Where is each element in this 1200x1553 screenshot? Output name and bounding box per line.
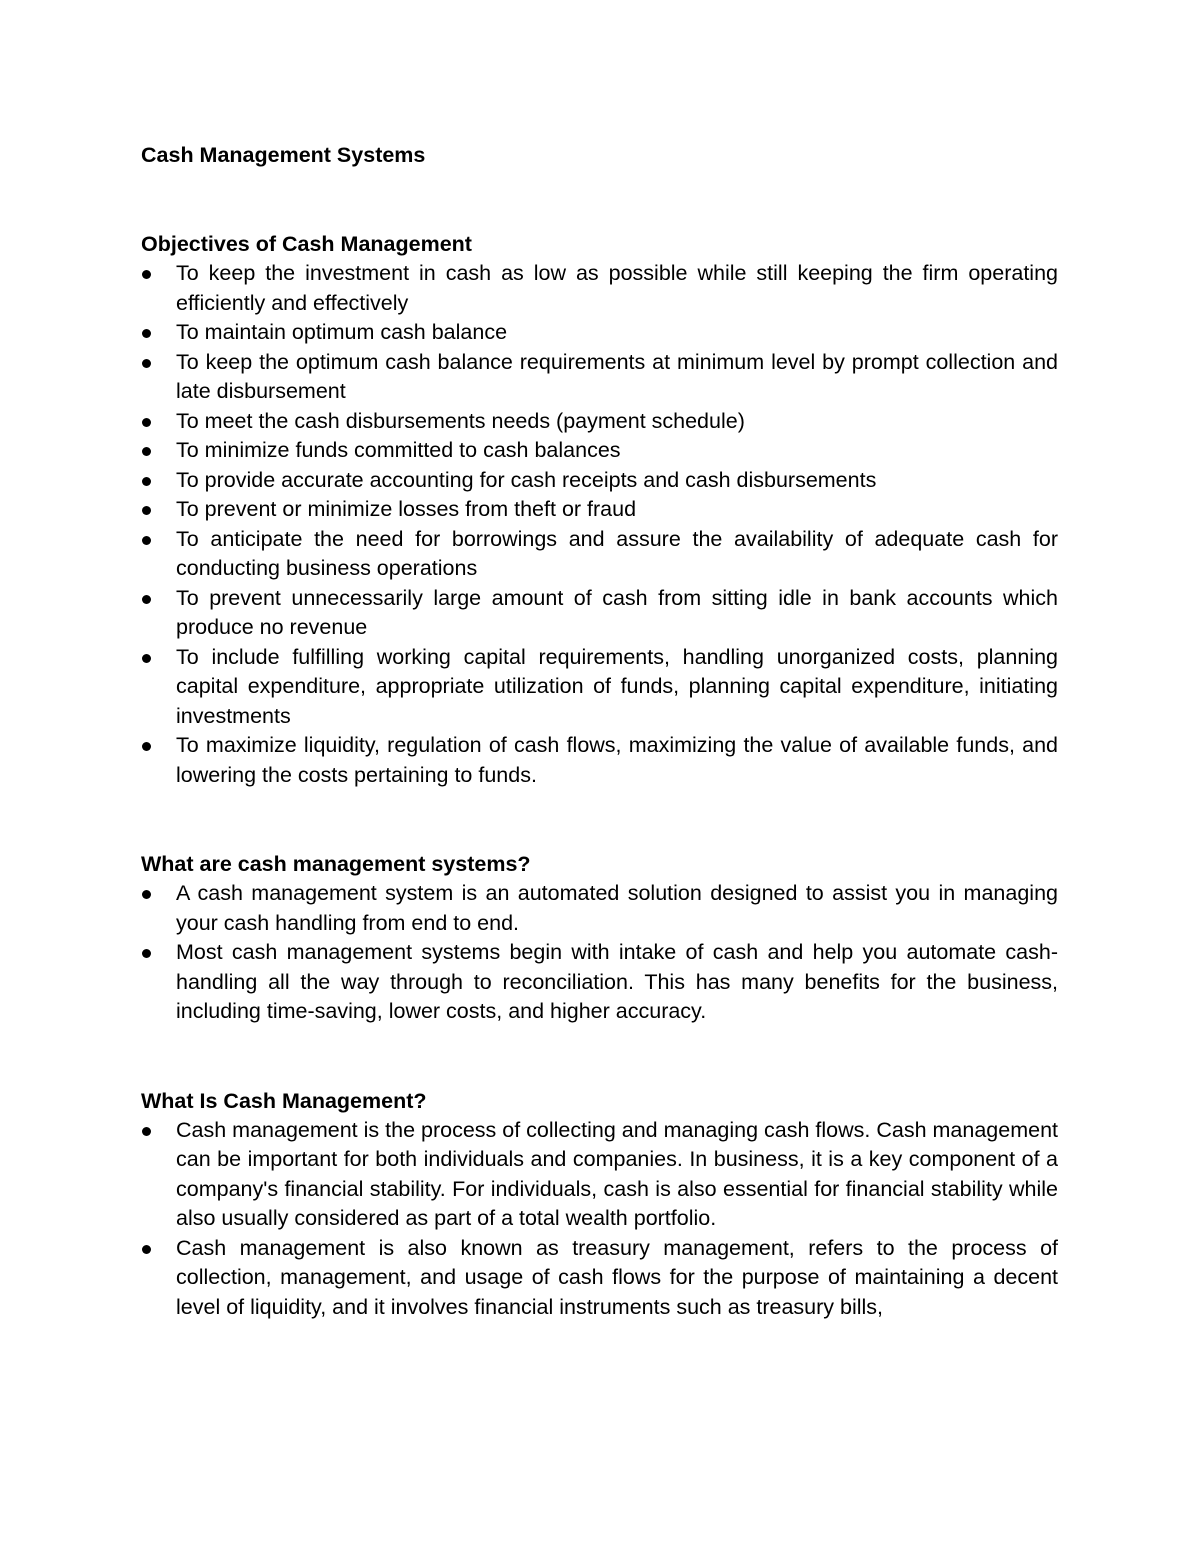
bullet-icon xyxy=(142,536,151,545)
bullet-icon xyxy=(142,949,151,958)
list-item-text: Most cash management systems begin with intake of cash and help you automate cash-handling all the way through to reconciliation. This has many benefits for the business, including time-saving, lower costs, and higher accuracy. xyxy=(176,940,1058,1023)
list-item-text: To prevent or minimize losses from theft or fraud xyxy=(176,497,637,521)
list-item-text: To meet the cash disbursements needs (payment schedule) xyxy=(176,408,745,433)
list-item xyxy=(141,466,1058,496)
list-item xyxy=(141,407,1058,437)
bullet-icon xyxy=(142,742,151,751)
list-item xyxy=(141,643,1058,732)
document-title: Cash Management Systems xyxy=(141,143,426,167)
section-heading-cms: What are cash management systems? xyxy=(141,852,531,876)
list-item xyxy=(141,731,1058,790)
list-item-text: To prevent unnecessarily large amount of cash from sitting idle in bank accounts which produce no revenue xyxy=(176,585,1058,639)
list-item-text: To maximize liquidity, regulation of cash flows, maximizing the value of available funds, and lowering the costs pertaining to funds. xyxy=(176,733,1058,787)
list-item-text: Cash management is also known as treasury management, refers to the process of collection, management, and usage of cash flows for the purpose of maintaining a decent level of liquidity, and it involves financial instruments such as treasury bills, xyxy=(176,1235,1058,1319)
bullet-icon xyxy=(142,595,151,604)
list-item xyxy=(141,1116,1058,1234)
list-item xyxy=(141,495,1058,525)
cms-list xyxy=(141,879,1058,1027)
bullet-icon xyxy=(142,418,151,427)
what-is-list xyxy=(141,1116,1058,1323)
objectives-list xyxy=(141,259,1058,790)
bullet-icon xyxy=(142,506,151,515)
list-item xyxy=(141,318,1058,348)
list-item-text: A cash management system is an automated solution designed to assist you in managing your cash handling from end to end. xyxy=(176,881,1058,935)
list-item xyxy=(141,584,1058,643)
list-item xyxy=(141,879,1058,938)
list-item xyxy=(141,938,1058,1027)
list-item xyxy=(141,1234,1058,1323)
bullet-icon xyxy=(142,329,151,338)
list-item xyxy=(141,525,1058,584)
list-item xyxy=(141,259,1058,318)
bullet-icon xyxy=(142,1127,151,1136)
bullet-icon xyxy=(142,654,151,663)
list-item-text: To anticipate the need for borrowings and assure the availability of adequate cash for conducting business operations xyxy=(176,526,1058,580)
list-item-text: To minimize funds committed to cash balances xyxy=(176,438,621,462)
section-heading-objectives: Objectives of Cash Management xyxy=(141,232,472,256)
section-heading-what-is: What Is Cash Management? xyxy=(141,1088,427,1113)
list-item xyxy=(141,348,1058,407)
list-item-text: To keep the optimum cash balance requirements at minimum level by prompt collection and late disbursement xyxy=(176,349,1058,403)
list-item-text: To maintain optimum cash balance xyxy=(176,320,508,344)
bullet-icon xyxy=(142,890,151,899)
bullet-icon xyxy=(142,359,151,368)
list-item-text: To keep the investment in cash as low as possible while still keeping the firm operating efficiently and effectively xyxy=(176,261,1058,315)
list-item-text: Cash management is the process of collecting and managing cash flows. Cash management can be important for both individuals and companies. In business, it is a key component of a company's financial stability. For individuals, cash is also essential for financial stability while also usually considered as part of a total wealth portfolio. xyxy=(176,1117,1058,1230)
list-item-text: To include fulfilling working capital requirements, handling unorganized costs, planning capital expenditure, appropriate utilization of funds, planning capital expenditure, initiating investments xyxy=(176,644,1058,728)
bullet-icon xyxy=(142,270,151,279)
list-item xyxy=(141,436,1058,466)
bullet-icon xyxy=(142,477,151,486)
bullet-icon xyxy=(142,447,151,456)
document-page xyxy=(141,140,1058,1322)
list-item-text: To provide accurate accounting for cash receipts and cash disbursements xyxy=(176,467,877,492)
bullet-icon xyxy=(142,1245,151,1254)
